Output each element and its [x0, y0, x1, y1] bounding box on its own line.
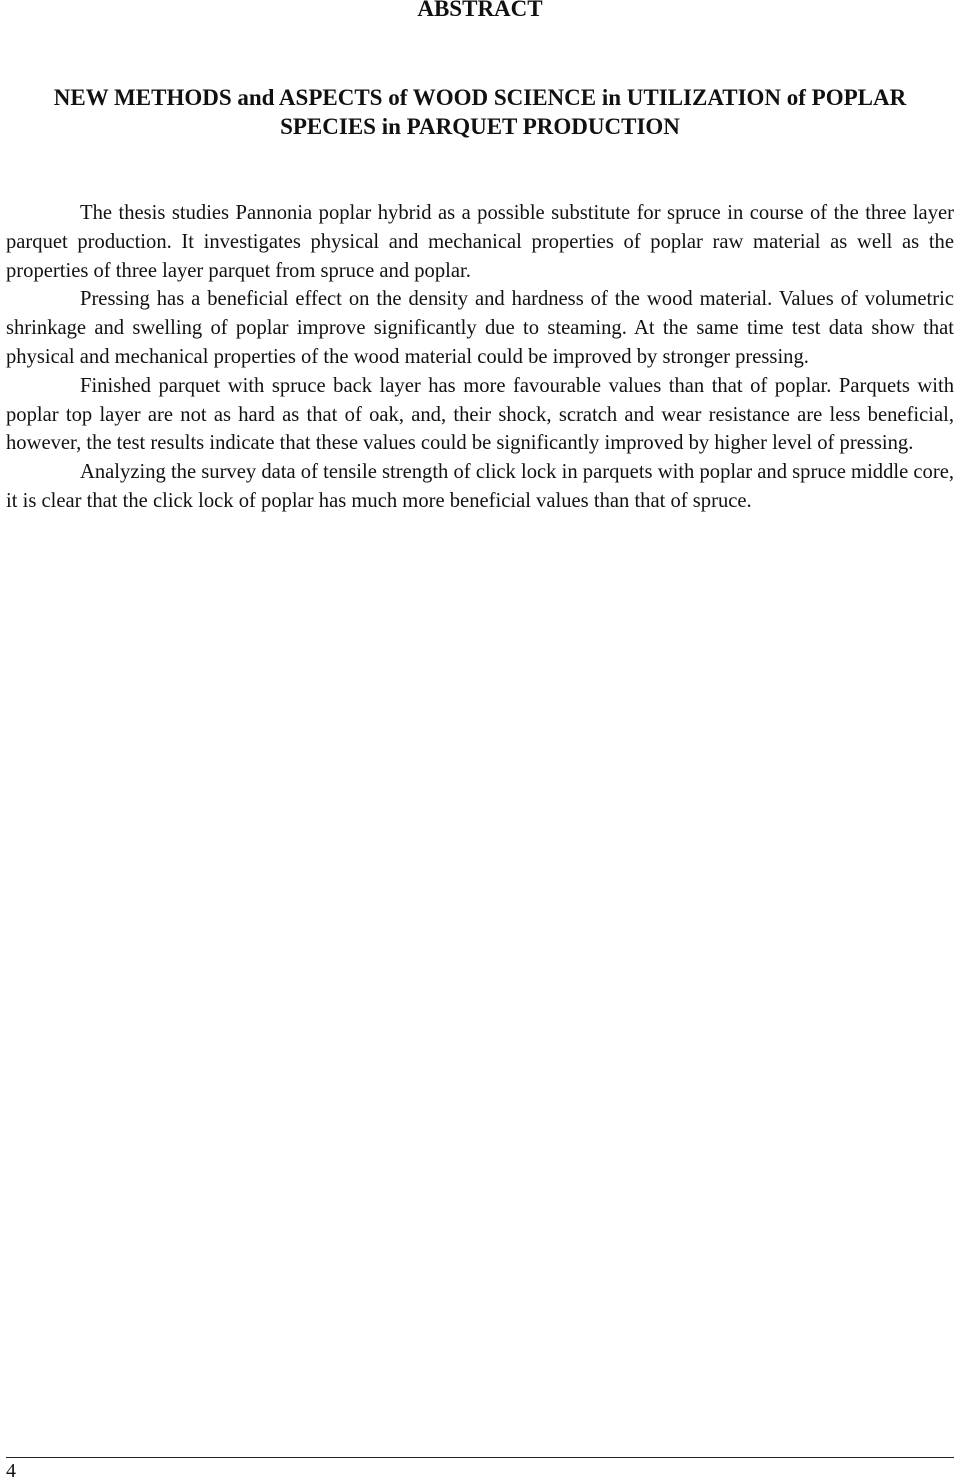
abstract-paragraph-4: Analyzing the survey data of tensile strength of click lock in parquets with poplar and spruce middle core, it is clear that the click lock of poplar has much more beneficial values than that of spruce. [6, 461, 954, 512]
document-title-line-2: SPECIES in PARQUET PRODUCTION [280, 114, 680, 139]
document-title [0, 83, 960, 141]
abstract-body [6, 199, 954, 516]
abstract-paragraph-1: The thesis studies Pannonia poplar hybrid as a possible substitute for spruce in course of the three layer parquet production. It investigates physical and mechanical properties of poplar raw material as well as the properties of three layer parquet from spruce and poplar. [6, 202, 954, 282]
footer-divider [6, 1457, 954, 1458]
abstract-paragraph-2: Pressing has a beneficial effect on the density and hardness of the wood material. Values of volumetric shrinkage and swelling of poplar improve significantly due to steaming. At the same time test data show that physical and mechanical properties of the wood material could be improved by stronger pressing. [6, 288, 954, 368]
page-heading: ABSTRACT [417, 0, 543, 21]
abstract-paragraph-3: Finished parquet with spruce back layer has more favourable values than that of poplar. Parquets with poplar top layer are not as hard as that of oak, and, their shock, scratch and wear resistance are less beneficial, however, the test results indicate that these values could be significantly improved by higher level of pressing. [6, 374, 954, 455]
document-title-line-1: NEW METHODS and ASPECTS of WOOD SCIENCE in UTILIZATION of POPLAR [53, 85, 907, 110]
page-number: 4 [6, 1460, 16, 1482]
